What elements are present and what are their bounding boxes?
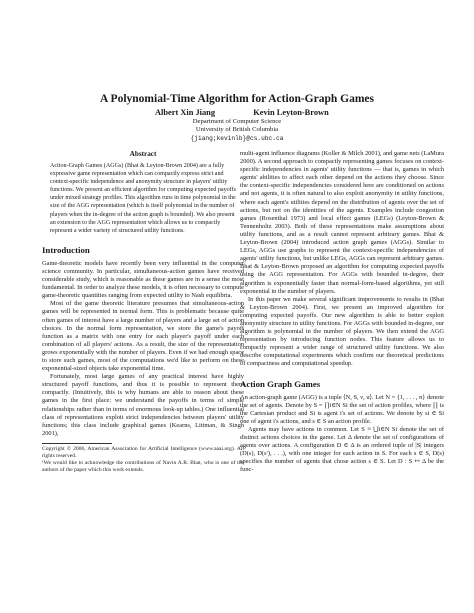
- body-paragraph: In this paper we make several significant improvements to results in (Bhat & Leyton-Brown 2004). First, we present an improved algorithm for computing expected payoffs. Our new algorithm is able to better exploit anonymity structure in utility functions. For AGGs with bounded in-degree, our algorithm is polynomial in the number of players. We then extend the AGG representation by introducing function nodes. This feature allows us to compactly represent a wider range of structured utility functions. We also describe computational experiments which confirm our theoretical predictions of compactness and computational speedup.: [240, 295, 444, 368]
- agg-paragraph: Agents may have actions in common. Let S ≡ ⋃i∈N Si denote the set of distinct actions choices in the game. Let Δ denote the set of configurations of agents over actions. A configuration D ∈ Δ is an ordered tuple of |S| integers (D(s), D(s′), . . .), with one integer for each action in S. For each s ∈ S, D(s) specifies the number of agents that chose action s ∈ S. Let D : S ↦ Δ be the func-: [240, 425, 444, 474]
- author-2: [238, 108, 344, 118]
- author-block: [0, 108, 474, 148]
- agg-paragraph: An action-graph game (AGG) is a tuple ⟨N, S, ν, u⟩. Let N = {1, . . . , n} denote the set of agents. Denote by S = ∏i∈N Si the set of action profiles, where ∏ is the Cartesian product and Si is agent i's set of actions. We denote by si ∈ Si one of agent i's actions, and s ∈ S an action profile.: [240, 393, 444, 425]
- affiliation-dept: Department of Computer Science: [192, 118, 282, 125]
- author-name: Kevin Leyton-Brown: [253, 108, 329, 117]
- affiliation-univ: University of British Columbia: [195, 126, 279, 134]
- footnote-divider: [42, 443, 112, 444]
- intro-paragraph: Most of the game theoretic literature presumes that simultaneous-action games will be represented in normal form. This is problematic because quite often games of interest have a large number of players and a large set of action choices. In the normal form representation, we store the game's payoff function as a matrix with one entry for each player's payoff under each combination of all players' actions. As a result, the size of the representation grows exponentially with the number of players. Even if we had enough space to store such games, most of the computations we'd like to perform on these exponential-sized objects take exponential time.: [42, 300, 244, 373]
- author-1: [140, 108, 230, 118]
- right-column: [240, 150, 444, 474]
- intro-paragraph: Fortunately, most large games of any practical interest have highly structured payoff functions, and thus it is possible to represent them compactly. (Intuitively, this is why humans are able to reason about these games in the first place: we understand the payoffs in terms of simple relationships rather than in terms of enormous look-up tables.) One influential class of representations exploit strict independencies between players' utility functions; this class include graphical games (Kearns, Littman, & Singh 2001),: [42, 373, 244, 437]
- intro-paragraph: Game-theoretic models have recently been very influential in the computer science community. In particular, simultaneous-action games have received considerable study, which is reasonable as these games are in a sense the most fundamental. In order to analyze these models, it is often necessary to compute game-theoretic quantities ranging from expected utility to Nash equilibria.: [42, 259, 244, 300]
- abstract-text: Action-Graph Games (AGGs) (Bhat & Leyton-Brown 2004) are a fully expressive game representation which can compactly express strict and context-specific independence and anonymity structure in players' utility functions. We present an efficient algorithm for computing expected payoffs under mixed strategy profiles. This algorithm runs in time polynomial in the size of the AGG representation (which is itself polynomial in the number of players when the in-degree of the action graph is bounded). We also present an extension to the AGG representation which allows us to compactly represent a wider variety of structured utility functions.: [50, 163, 236, 234]
- section-heading-intro: Introduction: [42, 244, 90, 255]
- abstract-heading: Abstract: [129, 150, 157, 158]
- affiliation: [0, 118, 474, 143]
- acknowledgement-footnote: ¹We would like to acknowledge the contributions of Navin A.R. Bhat, who is one of the authors of the paper which this work extends.: [42, 459, 244, 473]
- paper-title: A Polynomial-Time Algorithm for Action-Graph Games: [100, 93, 374, 105]
- body-paragraph: multi-agent influence diagrams (Koller & Milch 2001), and game nets (LaMura 2000). A second approach to compactly representing games focuses on context-specific independencies in agents' utility functions — that is, games in which agents' abilities to affect each other depend on the actions they choose. Since the context-specific independencies considered here are conditioned on actions and not agents, it is often natural to also exploit anonymity in utility functions, where each agent's utilities depend on the distribution of agents over the set of actions, but not on the identities of the agents. Examples include congestion games (Rosenthal 1973) and local effect games (LEGs) (Leyton-Brown & Tennenholtz 2003). Both of these representations make assumptions about utility functions, and as a result cannot represent arbitrary games. Bhat & Leyton-Brown (2004) introduced action graph games (AGGs). Similar to LEGs, AGGs use graphs to represent the context-specific independencies of agents' utility functions, but unlike LEGs, AGGs can represent arbitrary games. Bhat & Leyton-Brown proposed an algorithm for computing expected payoffs using the AGG representation. For AGGs with bounded in-degree, their algorithm is exponentially faster than normal-form-based algorithms, yet still exponential in the number of players.: [240, 150, 444, 295]
- left-column: [42, 150, 244, 474]
- section-heading-agg: Action Graph Games: [240, 378, 321, 389]
- author-name: Albert Xin Jiang: [154, 108, 216, 117]
- affiliation-email: {jiang;kevinlb}@cs.ubc.ca: [190, 134, 284, 142]
- copyright-footnote: Copyright © 2006, American Association for Artificial Intelligence (www.aaai.org). All rights reserved.: [42, 445, 244, 459]
